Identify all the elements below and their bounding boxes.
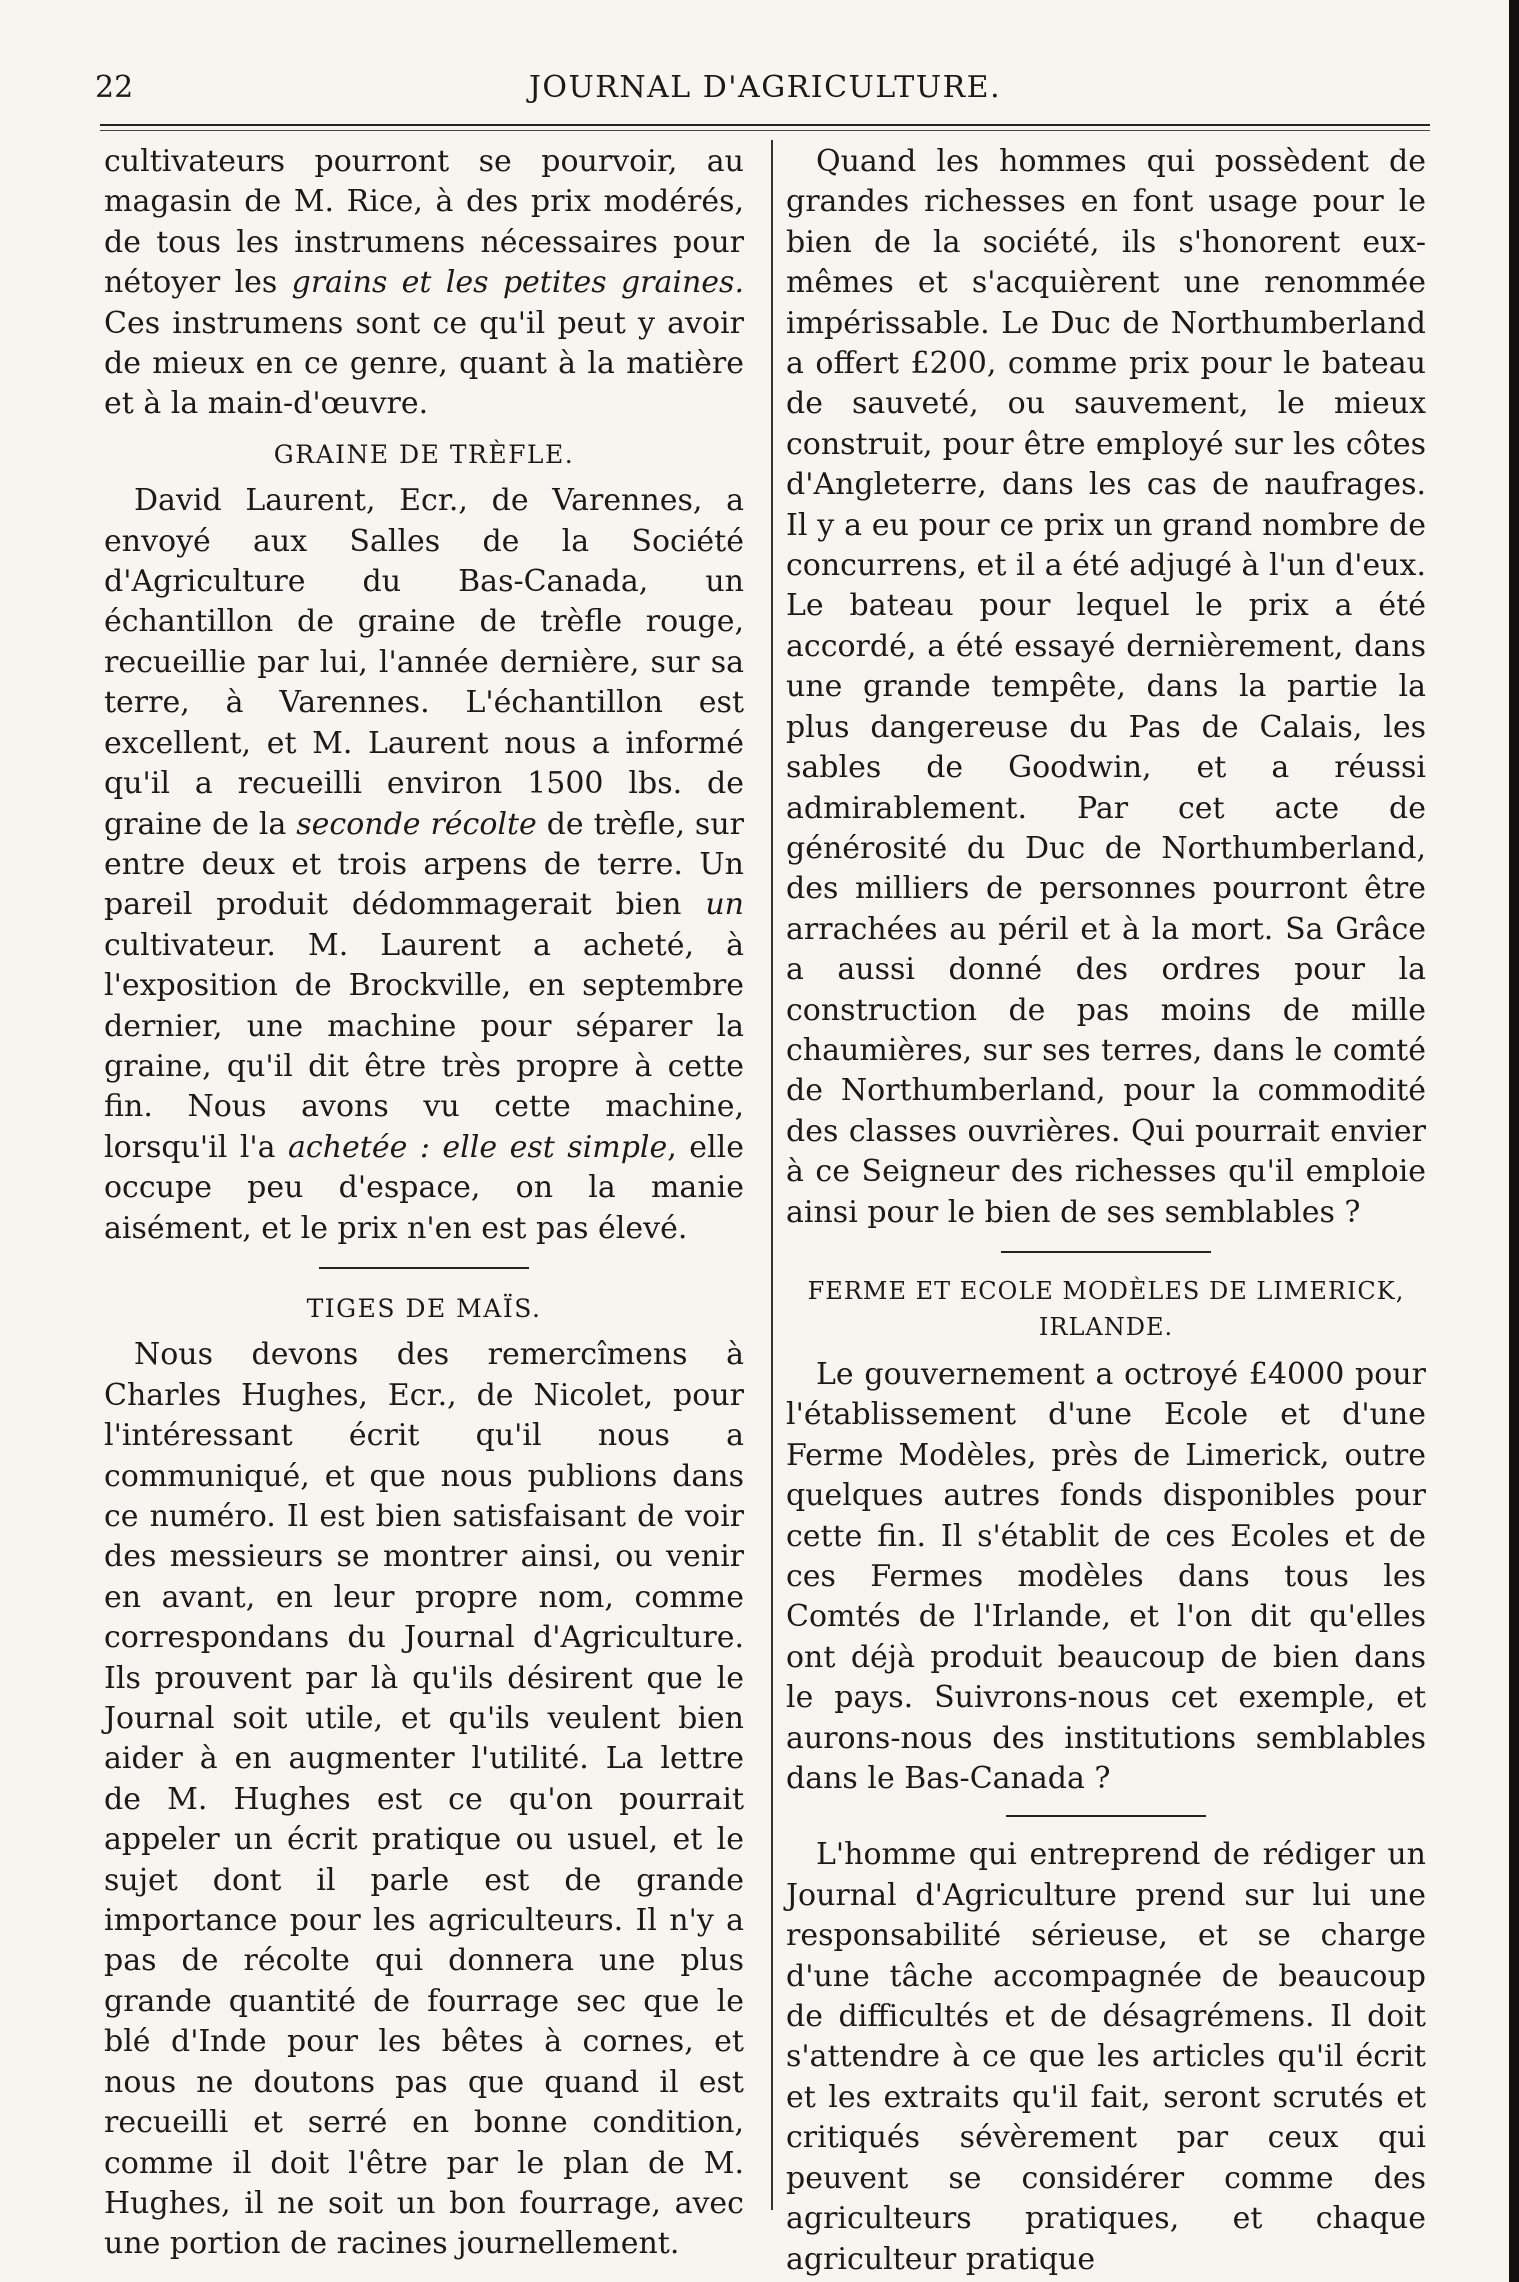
text-run: Ces instrumens sont ce qu'il peut y avoir de mieux en ce genre, quant à la matière et à la main-d'œuvre. xyxy=(104,305,744,422)
intro-paragraph xyxy=(104,142,744,425)
section-heading-tiges: TIGES DE MAÏS. xyxy=(306,1293,542,1323)
page-edge-shadow xyxy=(1509,0,1519,2282)
paragraph-limerick: Le gouvernement a octroyé £4000 pour l'établissement d'une Ecole et d'une Ferme Modèles, près de Limerick, outre quelques autres fonds disponibles pour cette fin. Il s'établit de ces Ecoles et de ces Fermes modèles dans tous les Comtés de l'Irlande, et l'on dit qu'elles ont déjà produit beaucoup de bien dans le pays. Suivrons-nous cet exemple, et aurons-nous des institutions semblables dans le Bas-Canada ? xyxy=(786,1356,1426,1797)
text-run: cultivateurs pourront se pourvoir, au magasin de M. Rice, à des prix modérés, de tous les instrumens nécessaires pour nétoyer les xyxy=(104,144,744,301)
paragraph-graine xyxy=(104,481,744,1249)
italic-run: un xyxy=(705,887,744,923)
section-heading-graine: GRAINE DE TRÈFLE. xyxy=(273,439,575,469)
paragraph-tiges: Nous devons des remercîmens à Charles Hughes, Ecr., de Nicolet, pour l'intéressant écrit qu'il nous a communiqué, et que nous publions dans ce numéro. Il est bien satisfaisant de voir des messieurs se montrer ainsi, ou venir en avant, en leur propre nom, comme correspondans du Journal d'Agriculture. Ils prouvent par là qu'ils désirent que le Journal soit utile, et qu'ils veulent bien aider à en augmenter l'utilité. La lettre de M. Hughes est ce qu'on pourrait appeler un écrit pratique ou usuel, et le sujet dont il parle est de grande importance pour les agriculteurs. Il n'y a pas de récolte qui donnera une plus grande quantité de fourrage sec que le blé d'Inde pour les bêtes à cornes, et nous ne doutons pas que quand il est recueilli et serré en bonne condition, comme il doit l'être par le plan de M. Hughes, il ne soit un bon fourrage, avec une portion de racines journellement. xyxy=(104,1337,744,2262)
page-number: 22 xyxy=(95,70,134,105)
italic-run: achetée : elle est simple xyxy=(288,1129,668,1165)
text-run: cultivateur. M. Laurent a acheté, à l'exposition de Brockville, en septembre dernier, une machine pour séparer la graine, qu'il dit être très propre à cette fin. Nous avons vu cette machine, lorsqu'il l'a xyxy=(104,927,744,1165)
italic-run: grains et les petites graines. xyxy=(291,265,744,301)
right-column xyxy=(786,142,1426,2280)
section-separator xyxy=(1006,1815,1206,1817)
header-rule-thin xyxy=(100,130,1430,131)
heading-line: IRLANDE. xyxy=(1038,1312,1174,1341)
paragraph-northumberland: Quand les hommes qui possèdent de grandes richesses en font usage pour le bien de la société, ils s'honorent eux-mêmes et s'acquièrent une renommée impérissable. Le Duc de Northumberland a offert £200, comme prix pour le bateau de sauveté, ou sauvement, le mieux construit, pour être employé sur les côtes d'Angleterre, dans les cas de naufrages. Il y a eu pour ce prix un grand nombre de concurrens, et il a été adjugé à l'un d'eux. Le bateau pour lequel le prix a été accordé, a été essayé dernièrement, dans une grande tempête, dans la partie la plus dangereuse du Pas de Calais, les sables de Goodwin, et a réussi admirablement. Par cet acte de générosité du Duc de Northumberland, des milliers de personnes pourront être arrachées au péril et à la mort. Sa Grâce a aussi donné des ordres pour la construction de pas moins de mille chaumières, sur ses terres, dans le comté de Northumberland, pour la commodité des classes ouvrières. Qui pourrait envier à ce Seigneur des richesses qu'il emploie ainsi pour le bien de ses semblables ? xyxy=(786,144,1426,1230)
heading-line: FERME ET ECOLE MODÈLES DE LIMERICK, xyxy=(807,1276,1405,1305)
paragraph-journal: L'homme qui entreprend de rédiger un Journal d'Agriculture prend sur lui une responsabilité sérieuse, et se charge d'une tâche accompagnée de beaucoup de difficultés et de désagrémens. Il doit s'attendre à ce que les articles qu'il écrit et les extraits qu'il fait, seront scrutés et critiqués sévèrement par ceux qui peuvent se considérer comme des agriculteurs pratiques, et chaque agriculteur pratique xyxy=(786,1837,1426,2277)
header-rule xyxy=(100,124,1430,126)
section-separator xyxy=(319,1267,529,1269)
left-column xyxy=(104,142,744,2265)
italic-run: seconde récolte xyxy=(296,806,537,842)
text-run: , elle occupe peu d'espace, on la manie aisément, et le prix n'en est pas élevé. xyxy=(104,1129,744,1246)
section-separator xyxy=(1001,1251,1211,1253)
column-divider xyxy=(771,140,773,2210)
journal-title: JOURNAL D'AGRICULTURE. xyxy=(528,70,1002,105)
section-heading-limerick xyxy=(786,1273,1426,1345)
page-header xyxy=(95,62,1435,112)
text-run: de trèfle, sur entre deux et trois arpens de terre. Un pareil produit dédommagerait bien xyxy=(104,806,744,923)
text-run: David Laurent, Ecr., de Varennes, a envoyé aux Salles de la Société d'Agriculture du Bas-Canada, un échantillon de graine de trèfle rouge, recueillie par lui, l'année dernière, sur sa terre, à Varennes. L'échantillon est excellent, et M. Laurent nous a informé qu'il a recueilli environ 1500 lbs. de graine de la xyxy=(104,483,744,842)
